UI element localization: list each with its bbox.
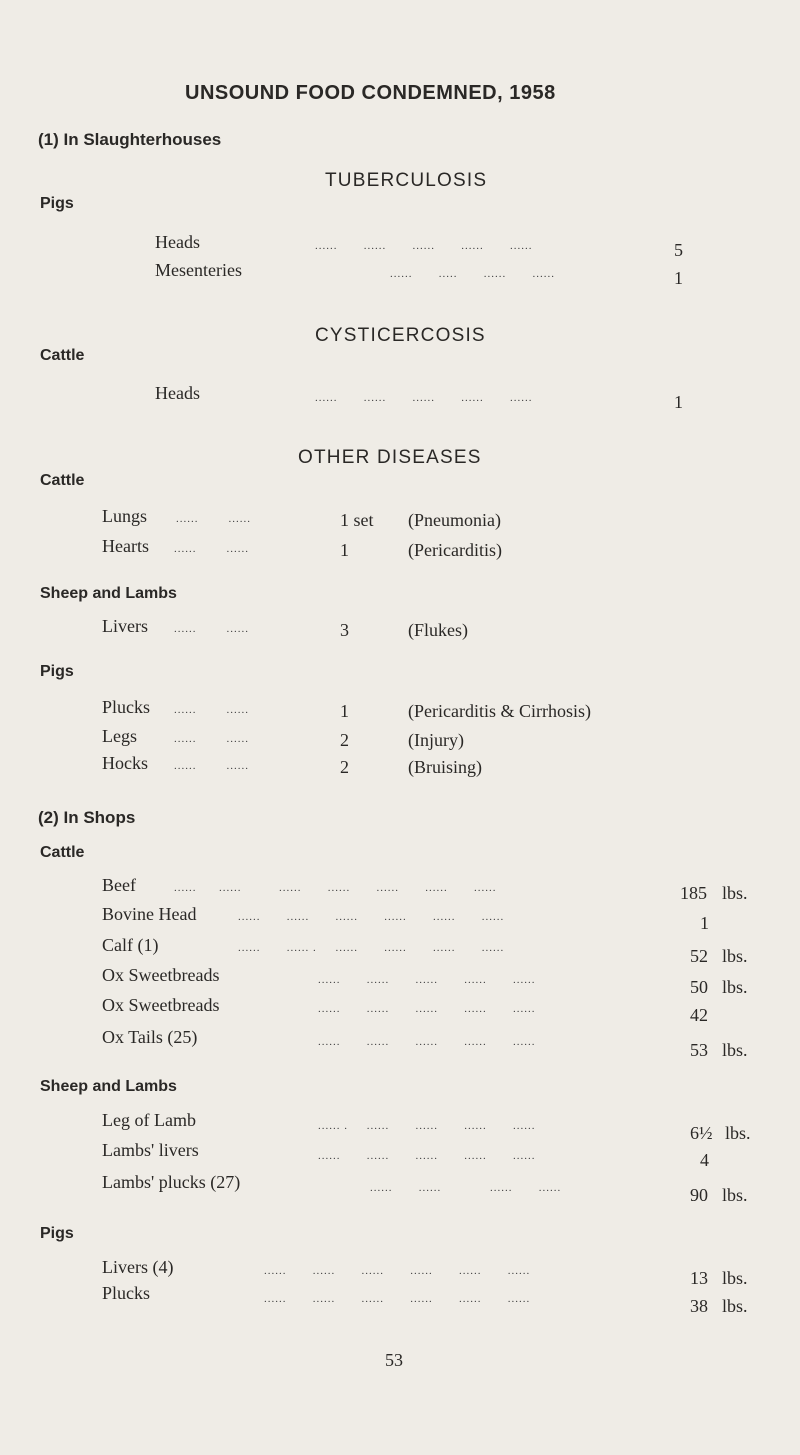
leader-dots: ...... ...... ...... ......	[370, 1182, 562, 1194]
item-note: (Bruising)	[408, 757, 482, 777]
item-note: (Pericarditis)	[408, 540, 502, 560]
disease-heading: CYSTICERCOSIS	[315, 325, 486, 346]
leader-dots: ...... ...... ...... ...... ......	[318, 1150, 536, 1162]
leader-dots: ...... ...... ...... ...... ...... ...... ......	[174, 882, 497, 894]
item-name: Mesenteries	[155, 260, 242, 280]
item-unit: lbs.	[722, 1185, 748, 1205]
item-unit: lbs.	[722, 1040, 748, 1060]
leader-dots: ...... ......	[176, 513, 251, 525]
item-name: Calf (1)	[102, 935, 159, 955]
item-value: 52	[690, 946, 708, 966]
item-note: (Pericarditis & Cirrhosis)	[408, 701, 591, 721]
leader-dots: ...... ...... ...... ...... ......	[315, 240, 533, 252]
item-name: Plucks	[102, 697, 151, 717]
item-unit: lbs.	[722, 977, 748, 997]
page-title: UNSOUND FOOD CONDEMNED, 1958	[185, 82, 556, 104]
leader-dots: ...... ......	[174, 704, 249, 716]
item-value: 2	[340, 757, 349, 777]
section-label: (2) In Shops	[38, 808, 136, 827]
leader-dots: ...... ......	[174, 733, 249, 745]
item-name: Lambs' plucks (27)	[102, 1172, 241, 1192]
leader-dots: ...... ...... ...... ...... ...... ......	[264, 1265, 531, 1277]
category-label: Pigs	[40, 663, 74, 680]
item-value: 1	[674, 392, 683, 412]
leader-dots: ...... ......	[174, 543, 249, 555]
item-unit: lbs.	[722, 946, 748, 966]
category-label: Pigs	[40, 195, 74, 212]
item-name: Livers (4)	[102, 1257, 174, 1277]
category-label: Pigs	[40, 1225, 74, 1242]
category-label: Cattle	[40, 472, 85, 489]
item-value: 1	[340, 701, 349, 721]
item-value: 1 set	[340, 510, 374, 530]
item-name: Beef	[102, 875, 136, 895]
item-note: (Pneumonia)	[408, 510, 501, 530]
item-value: 42	[690, 1005, 708, 1025]
page-number: 53	[385, 1350, 403, 1370]
item-name: Leg of Lamb	[102, 1110, 196, 1130]
item-name: Lambs' livers	[102, 1140, 199, 1160]
item-name: Bovine Head	[102, 904, 197, 924]
item-value: 1	[340, 540, 349, 560]
disease-heading: OTHER DISEASES	[298, 447, 482, 468]
item-name: Heads	[155, 383, 200, 403]
item-name: Ox Sweetbreads	[102, 965, 220, 985]
leader-dots: ...... ..... ...... ......	[390, 268, 555, 280]
leader-dots: ...... ...... . ...... ...... ...... ......	[238, 942, 505, 954]
item-unit: lbs.	[725, 1123, 751, 1143]
category-label: Cattle	[40, 347, 85, 364]
leader-dots: ...... ...... ...... ...... ......	[318, 1036, 536, 1048]
leader-dots: ...... ...... ...... ...... ...... ......	[238, 911, 505, 923]
item-unit: lbs.	[722, 1296, 748, 1316]
item-value: 185	[680, 883, 707, 903]
item-value: 5	[674, 240, 683, 260]
item-name: Heads	[155, 232, 200, 252]
item-value: 13	[690, 1268, 708, 1288]
leader-dots: ...... ...... ...... ...... ......	[315, 392, 533, 404]
item-value: 38	[690, 1296, 708, 1316]
item-value: 53	[690, 1040, 708, 1060]
item-value: 90	[690, 1185, 708, 1205]
item-name: Legs	[102, 726, 137, 746]
item-note: (Flukes)	[408, 620, 468, 640]
item-value: 2	[340, 730, 349, 750]
item-unit: lbs.	[722, 883, 748, 903]
category-label: Sheep and Lambs	[40, 1078, 177, 1095]
item-value: 50	[690, 977, 708, 997]
item-value: 3	[340, 620, 349, 640]
item-value: 6½	[690, 1123, 713, 1143]
item-value: 1	[700, 913, 709, 933]
item-value: 1	[674, 268, 683, 288]
item-name: Hearts	[102, 536, 149, 556]
item-name: Ox Sweetbreads	[102, 995, 220, 1015]
leader-dots: ...... ...... ...... ...... ...... ......	[264, 1293, 531, 1305]
item-name: Ox Tails (25)	[102, 1027, 198, 1047]
item-name: Livers	[102, 616, 148, 636]
disease-heading: TUBERCULOSIS	[325, 170, 488, 191]
category-label: Cattle	[40, 844, 85, 861]
leader-dots: ...... ......	[174, 623, 249, 635]
category-label: Sheep and Lambs	[40, 585, 177, 602]
item-name: Lungs	[102, 506, 147, 526]
leader-dots: ...... ...... ...... ...... ......	[318, 1003, 536, 1015]
leader-dots: ...... ......	[174, 760, 249, 772]
section-label: (1) In Slaughterhouses	[38, 130, 222, 149]
leader-dots: ...... ...... ...... ...... ......	[318, 974, 536, 986]
leader-dots: ...... . ...... ...... ...... ......	[318, 1120, 536, 1132]
item-value: 4	[700, 1150, 709, 1170]
item-unit: lbs.	[722, 1268, 748, 1288]
item-name: Hocks	[102, 753, 148, 773]
item-name: Plucks	[102, 1283, 151, 1303]
item-note: (Injury)	[408, 730, 464, 750]
